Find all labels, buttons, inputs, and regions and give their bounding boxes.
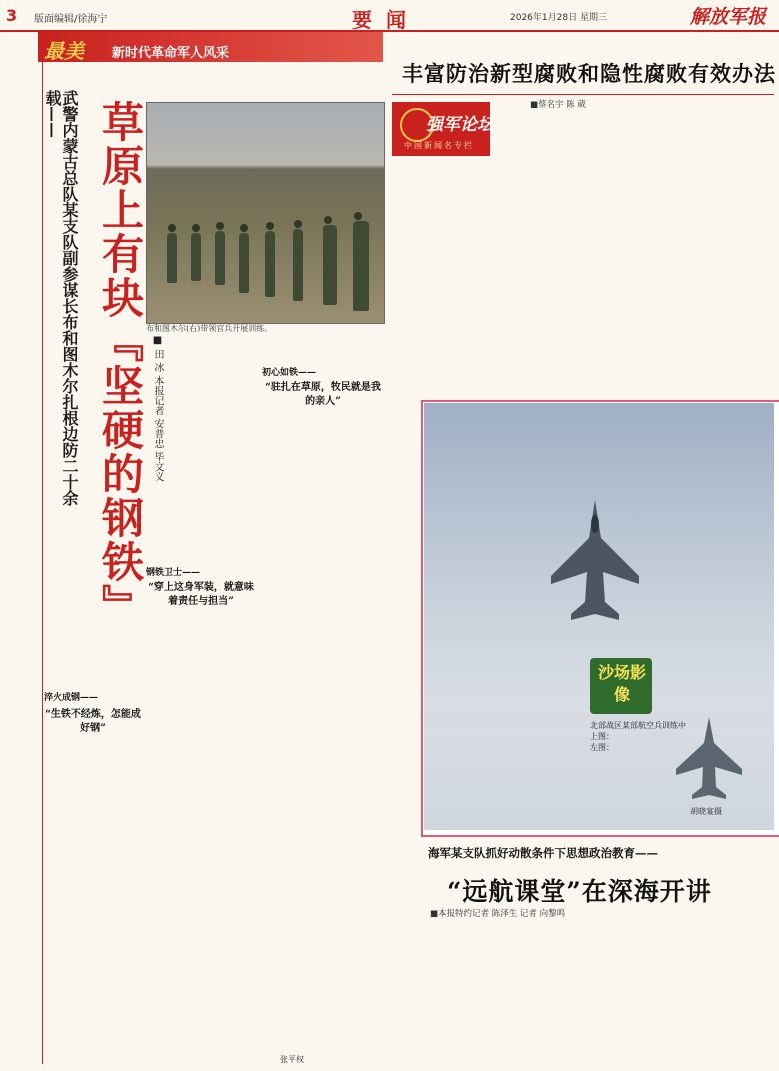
subhead-2: “驻扎在草原，牧民就是我的亲人” bbox=[265, 382, 381, 407]
feature-caption-left: 左图： bbox=[590, 743, 614, 752]
forum-column-title: 强军论坛 bbox=[426, 115, 494, 135]
bottom-article-kicker: 海军某支队抓好动散条件下思想政治教育—— bbox=[428, 846, 658, 860]
article-headline: 草原上有块『坚硬的钢铁』 bbox=[96, 100, 145, 628]
article-byline: ■ 田 冰 本报记者 安普忠 毕文义 bbox=[152, 335, 163, 482]
bottom-article-headline: “远航课堂”在深海开讲 bbox=[447, 877, 712, 906]
jet-photo bbox=[424, 403, 774, 830]
feature-caption-top: 上图： bbox=[590, 732, 614, 741]
page-number: 3 bbox=[6, 6, 18, 25]
quote-heading: “生铁不经炼，怎能成好钢” bbox=[45, 709, 141, 734]
subhead-1: “穿上这身军装，就意味着责任与担当” bbox=[148, 582, 254, 607]
feature-badge-text: 沙场影像 bbox=[597, 663, 646, 704]
body-text-col-2 bbox=[146, 345, 256, 1045]
page-editor-label: 版面编辑/徐海宁 bbox=[34, 14, 108, 25]
column-banner-text: 新时代革命军人风采 bbox=[112, 46, 230, 61]
photo-caption: 布和图木尔(右)带领官兵开展训练。 bbox=[146, 324, 273, 333]
fighter-jet-icon bbox=[549, 498, 641, 628]
editor-credit: 张平权 bbox=[280, 1055, 304, 1064]
article-subtitle: 武警内蒙古总队某支队副参谋长布和图木尔扎根边防二十余载—— bbox=[43, 90, 79, 506]
column-banner-highlight: 最美 bbox=[44, 39, 84, 63]
issue-date: 2026年1月28日 星期三 bbox=[510, 13, 607, 23]
small-head-3: 初心如铁—— bbox=[262, 368, 317, 378]
feature-caption-main: 北部战区某部航空兵训练中 bbox=[590, 721, 686, 730]
feature-credit: 胡晓宴摄 bbox=[690, 807, 722, 816]
right-article-headline: 丰富防治新型腐败和隐性腐败有效办法 bbox=[402, 61, 776, 86]
body-text-col-1 bbox=[44, 640, 142, 1050]
soldiers-photo bbox=[146, 102, 385, 324]
feature-caption bbox=[590, 720, 740, 753]
left-margin-rule bbox=[6, 32, 43, 1064]
body-text-col-3 bbox=[262, 345, 384, 1045]
small-head-1: 钢铁卫士—— bbox=[146, 568, 201, 578]
bottom-article-byline: ■本报特约记者 陈泽生 记者 向黎鸣 bbox=[430, 909, 566, 919]
small-head-2: 淬火成钢—— bbox=[44, 693, 99, 703]
forum-column-subtitle: 中国新闻名专栏 bbox=[404, 141, 474, 150]
section-title: 要闻 bbox=[352, 8, 420, 32]
masthead-logo: 解放军报 bbox=[690, 6, 767, 28]
right-article-byline: ■蔡名宇 陈 葳 bbox=[530, 100, 586, 110]
